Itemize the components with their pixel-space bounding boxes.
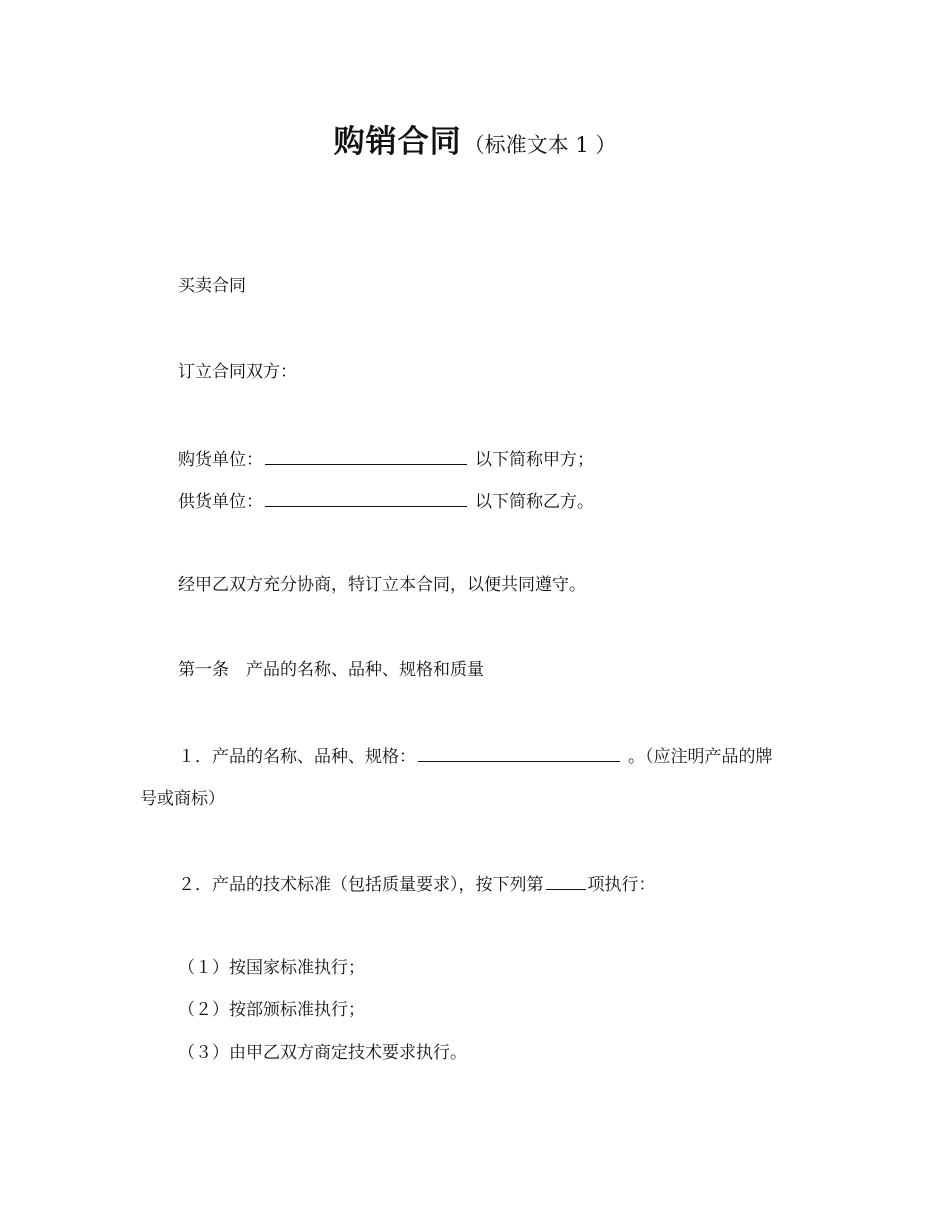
seller-label: 供货单位：: [178, 492, 263, 512]
item-1-line: [178, 743, 773, 769]
item-1-suffix: 。（应注明产品的牌: [628, 747, 773, 767]
buyer-suffix: 以下简称甲方；: [475, 450, 594, 470]
article-1-heading: 第一条 产品的名称、品种、规格和质量: [178, 660, 484, 680]
seller-suffix: 以下简称乙方。: [475, 492, 594, 512]
buyer-line: [178, 446, 594, 472]
buyer-name-blank[interactable]: [265, 446, 467, 465]
item-2-suffix: 项执行：: [587, 875, 656, 895]
item-2-prefix: ２．产品的技术标准（包括质量要求），按下列第: [178, 875, 544, 895]
parties-intro: 订立合同双方：: [178, 362, 297, 382]
product-spec-blank[interactable]: [418, 743, 620, 762]
item-1-continuation: 号或商标）: [140, 789, 225, 809]
title-main: 购销合同: [333, 124, 462, 160]
buyer-label: 购货单位：: [178, 450, 263, 470]
title-subtitle: （标准文本 1 ）: [463, 133, 617, 157]
option-2: （２）按部颁标准执行；: [178, 1000, 365, 1020]
seller-name-blank[interactable]: [265, 488, 467, 507]
option-3: （３）由甲乙双方商定技术要求执行。: [178, 1043, 467, 1063]
option-1: （１）按国家标准执行；: [178, 958, 365, 978]
contract-heading: 买卖合同: [178, 276, 246, 296]
standard-choice-blank[interactable]: [546, 871, 586, 890]
document-title: [0, 116, 950, 161]
item-2-line: [178, 871, 656, 897]
agreement-paragraph: 经甲乙双方充分协商，特订立本合同，以便共同遵守。: [178, 575, 586, 595]
seller-line: [178, 488, 594, 514]
item-1-prefix: １．产品的名称、品种、规格：: [178, 747, 416, 767]
